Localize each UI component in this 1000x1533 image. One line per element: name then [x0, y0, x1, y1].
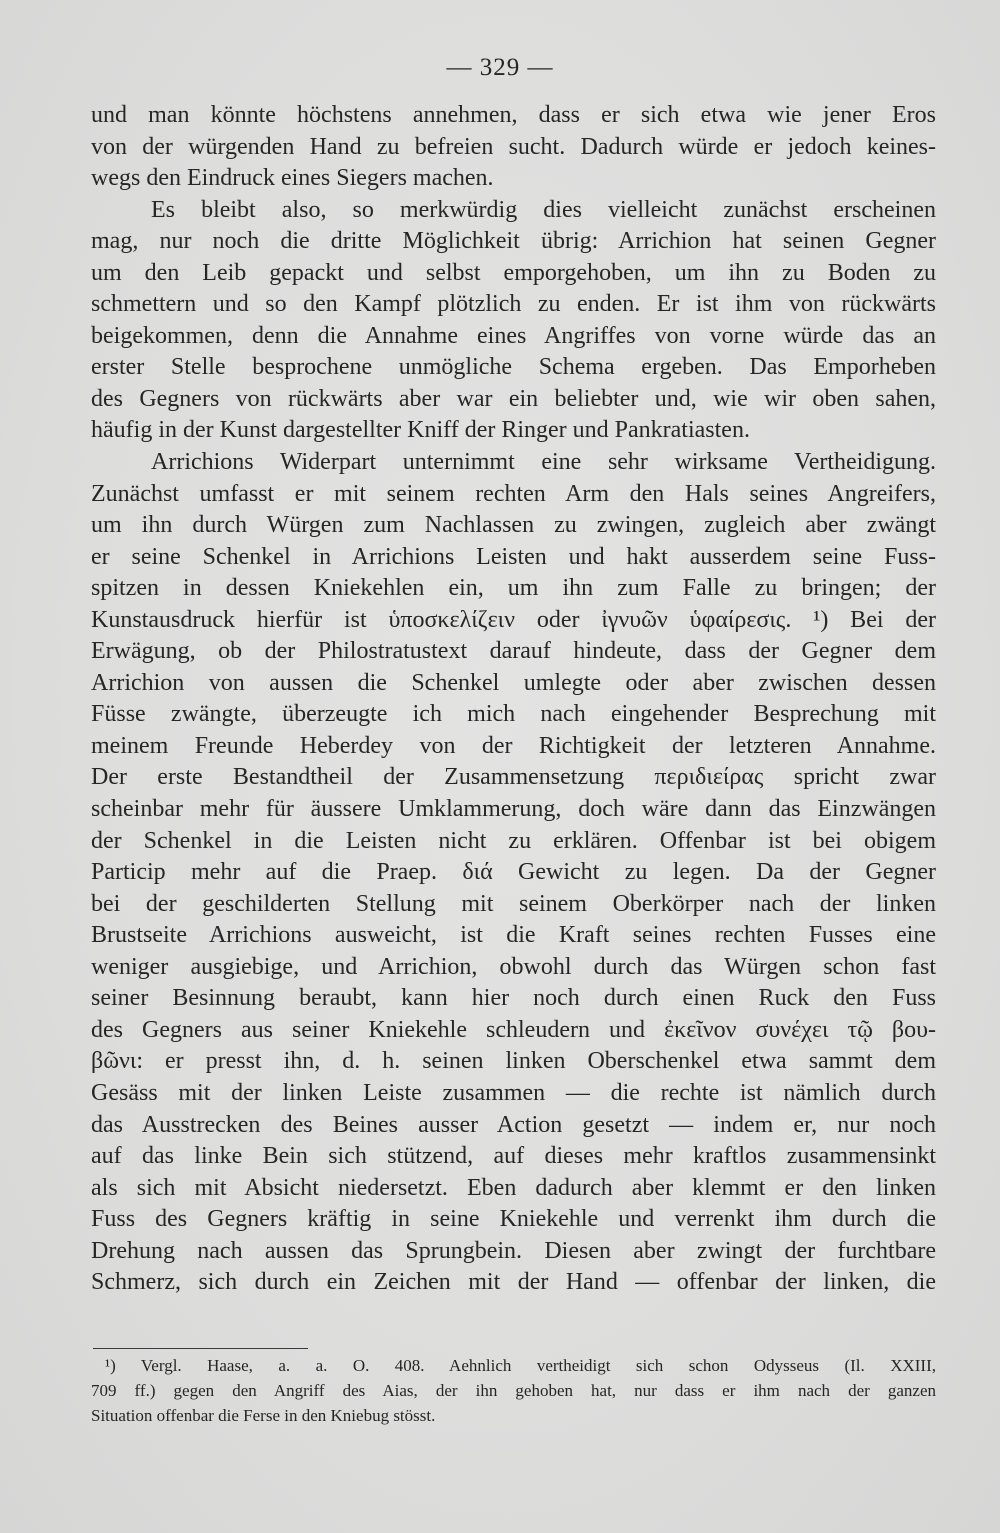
text-line: βῶνι: er presst ihn, d. h. seinen linken Oberschenkel etwa sammt dem	[91, 1048, 936, 1075]
footnote-line: 709 ff.) gegen den Angriff des Aias, der ihn gehoben hat, nur dass er ihm nach der ganzen	[91, 1381, 936, 1400]
text-line: meinem Freunde Heberdey von der Richtigkeit der letzteren Annahme.	[91, 732, 936, 759]
text-line: beigekommen, denn die Annahme eines Angriffes von vorne würde das an	[91, 322, 936, 349]
text-line: Arrichions Widerpart unternimmt eine sehr wirksame Vertheidigung.	[151, 449, 936, 476]
text-line: von der würgenden Hand zu befreien sucht. Dadurch würde er jedoch keines-	[91, 133, 936, 160]
text-line: Kunstausdruck hierfür ist ὑποσκελίζειν oder ἰγνυῶν ὑφαίρεσις. ¹) Bei der	[91, 606, 936, 633]
text-line: Gesäss mit der linken Leiste zusammen — die rechte ist nämlich durch	[91, 1079, 936, 1106]
text-line: er seine Schenkel in Arrichions Leisten und hakt ausserdem seine Fuss-	[91, 543, 936, 570]
text-line: des Gegners von rückwärts aber war ein beliebter und, wie wir oben sahen,	[91, 385, 936, 412]
text-line: das Ausstrecken des Beines ausser Action gesetzt — indem er, nur noch	[91, 1111, 936, 1138]
text-line: und man könnte höchstens annehmen, dass er sich etwa wie jener Eros	[91, 102, 936, 128]
footnote	[91, 1353, 936, 1428]
text-line: als sich mit Absicht niedersetzt. Eben dadurch aber klemmt er den linken	[91, 1174, 936, 1201]
text-line: Zunächst umfasst er mit seinem rechten Arm den Hals seines Angreifers,	[91, 480, 936, 507]
text-line: Particip mehr auf die Praep. διά Gewicht zu legen. Da der Gegner	[91, 859, 936, 886]
text-line: Arrichion von aussen die Schenkel umlegte oder aber zwischen dessen	[91, 669, 936, 696]
text-line: Füsse zwängte, überzeugte ich mich nach eingehender Besprechung mit	[91, 701, 936, 728]
footnote-line: ¹) Vergl. Haase, a. a. O. 408. Aehnlich vertheidigt sich schon Odysseus (Il. XXIII,	[105, 1356, 936, 1375]
text-line: spitzen in dessen Kniekehlen ein, um ihn zum Falle zu bringen; der	[91, 575, 936, 602]
text-line: bei der geschilderten Stellung mit seinem Oberkörper nach der linken	[91, 890, 936, 917]
footnote-line: Situation offenbar die Ferse in den Kniebug stösst.	[91, 1406, 436, 1425]
text-line: um den Leib gepackt und selbst emporgehoben, um ihn zu Boden zu	[91, 259, 936, 286]
text-line: Erwägung, ob der Philostratustext darauf hindeute, dass der Gegner dem	[91, 638, 936, 665]
body-text	[91, 100, 936, 1299]
text-line: Drehung nach aussen das Sprungbein. Diesen aber zwingt der furchtbare	[91, 1237, 936, 1264]
page-number: — 329 —	[446, 54, 554, 81]
text-line: wegs den Eindruck eines Siegers machen.	[91, 165, 494, 192]
text-line: der Schenkel in die Leisten nicht zu erklären. Offenbar ist bei obigem	[91, 827, 936, 854]
text-line: Schmerz, sich durch ein Zeichen mit der Hand — offenbar der linken, die	[91, 1269, 936, 1296]
text-line: Es bleibt also, so merkwürdig dies vielleicht zunächst erscheinen	[151, 196, 936, 223]
text-line: mag, nur noch die dritte Möglichkeit übrig: Arrichion hat seinen Gegner	[91, 228, 936, 255]
text-line: erster Stelle besprochene unmögliche Schema ergeben. Das Emporheben	[91, 354, 936, 381]
text-line: um ihn durch Würgen zum Nachlassen zu zwingen, zugleich aber zwängt	[91, 512, 936, 539]
text-line: auf das linke Bein sich stützend, auf dieses mehr kraftlos zusammensinkt	[91, 1143, 936, 1170]
text-line: Der erste Bestandtheil der Zusammensetzung περιδιείρας spricht zwar	[91, 764, 936, 791]
text-line: Fuss des Gegners kräftig in seine Kniekehle und verrenkt ihm durch die	[91, 1206, 936, 1233]
text-line: des Gegners aus seiner Kniekehle schleudern und ἐκεῖνον συνέχει τῷ βου-	[91, 1016, 936, 1043]
footnote-divider	[93, 1348, 308, 1349]
text-line: Brustseite Arrichions ausweicht, ist die Kraft seines rechten Fusses eine	[91, 922, 936, 949]
text-line: weniger ausgiebige, und Arrichion, obwohl durch das Würgen schon fast	[91, 953, 936, 980]
text-line: seiner Besinnung beraubt, kann hier noch durch einen Ruck den Fuss	[91, 985, 936, 1012]
text-line: schmettern und so den Kampf plötzlich zu enden. Er ist ihm von rückwärts	[91, 291, 936, 318]
text-line: scheinbar mehr für äussere Umklammerung, doch wäre dann das Einzwängen	[91, 796, 936, 823]
text-line: häufig in der Kunst dargestellter Kniff der Ringer und Pankratiasten.	[91, 417, 750, 444]
